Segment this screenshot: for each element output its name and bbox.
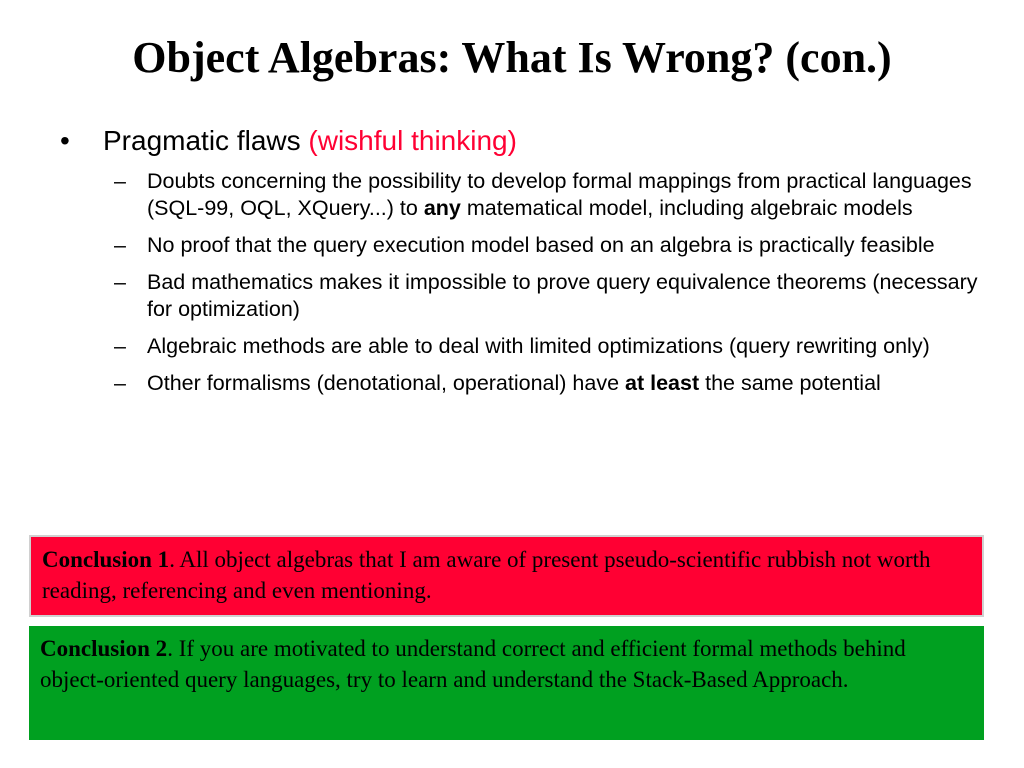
conclusion-1-text: . All object algebras that I am aware of present pseudo-scientific rubbish not worth reading, referencing and even mentioning. [42,547,931,603]
sub-item-text: matematical model, including algebraic models [460,196,913,220]
conclusion-2-text: . If you are motivated to understand correct and efficient formal methods behind object-oriented query languages, try to learn and understand the Stack-Based Approach. [40,636,906,692]
sub-item-text: No proof that the query execution model based on an algebra is practically feasible [147,233,935,257]
bullet-dot-icon: • [60,125,70,156]
sub-bullet-list [60,168,1000,397]
dash-icon: – [114,233,126,257]
sub-item-limited-optimizations [60,333,1000,360]
sub-item-text: Algebraic methods are able to deal with limited optimizations (query rewriting only) [147,334,930,358]
bullet-pragmatic-flaws [60,124,1000,158]
dash-icon: – [114,334,126,358]
dash-icon: – [114,169,126,193]
bullet-label: Pragmatic flaws [103,125,309,156]
sub-item-other-formalisms [60,370,1000,397]
dash-icon: – [114,371,126,395]
slide-title: Object Algebras: What Is Wrong? (con.) [132,33,892,82]
sub-item-text: Doubts concerning the possibility to develop formal mappings from practical languages (SQL-99, OQL, XQuery...) to [147,169,972,220]
conclusion-1-box [29,535,984,617]
sub-item-text: Other formalisms (denotational, operational) have [147,371,626,395]
sub-item-bold: at least [625,371,700,395]
sub-item-text: Bad mathematics makes it impossible to prove query equivalence theorems (necessary for optimization) [147,270,978,321]
sub-item-bold: any [423,196,461,220]
sub-item-text: the same potential [699,371,881,395]
dash-icon: – [114,270,126,294]
sub-item-mappings [60,168,1000,222]
sub-item-no-proof [60,232,1000,259]
conclusion-1-label: Conclusion 1 [42,547,170,572]
sub-item-bad-mathematics [60,269,1000,323]
slide-content [60,124,1000,407]
conclusion-2-label: Conclusion 2 [40,636,168,661]
bullet-accent: (wishful thinking) [308,125,517,156]
conclusion-2-box [29,626,984,740]
